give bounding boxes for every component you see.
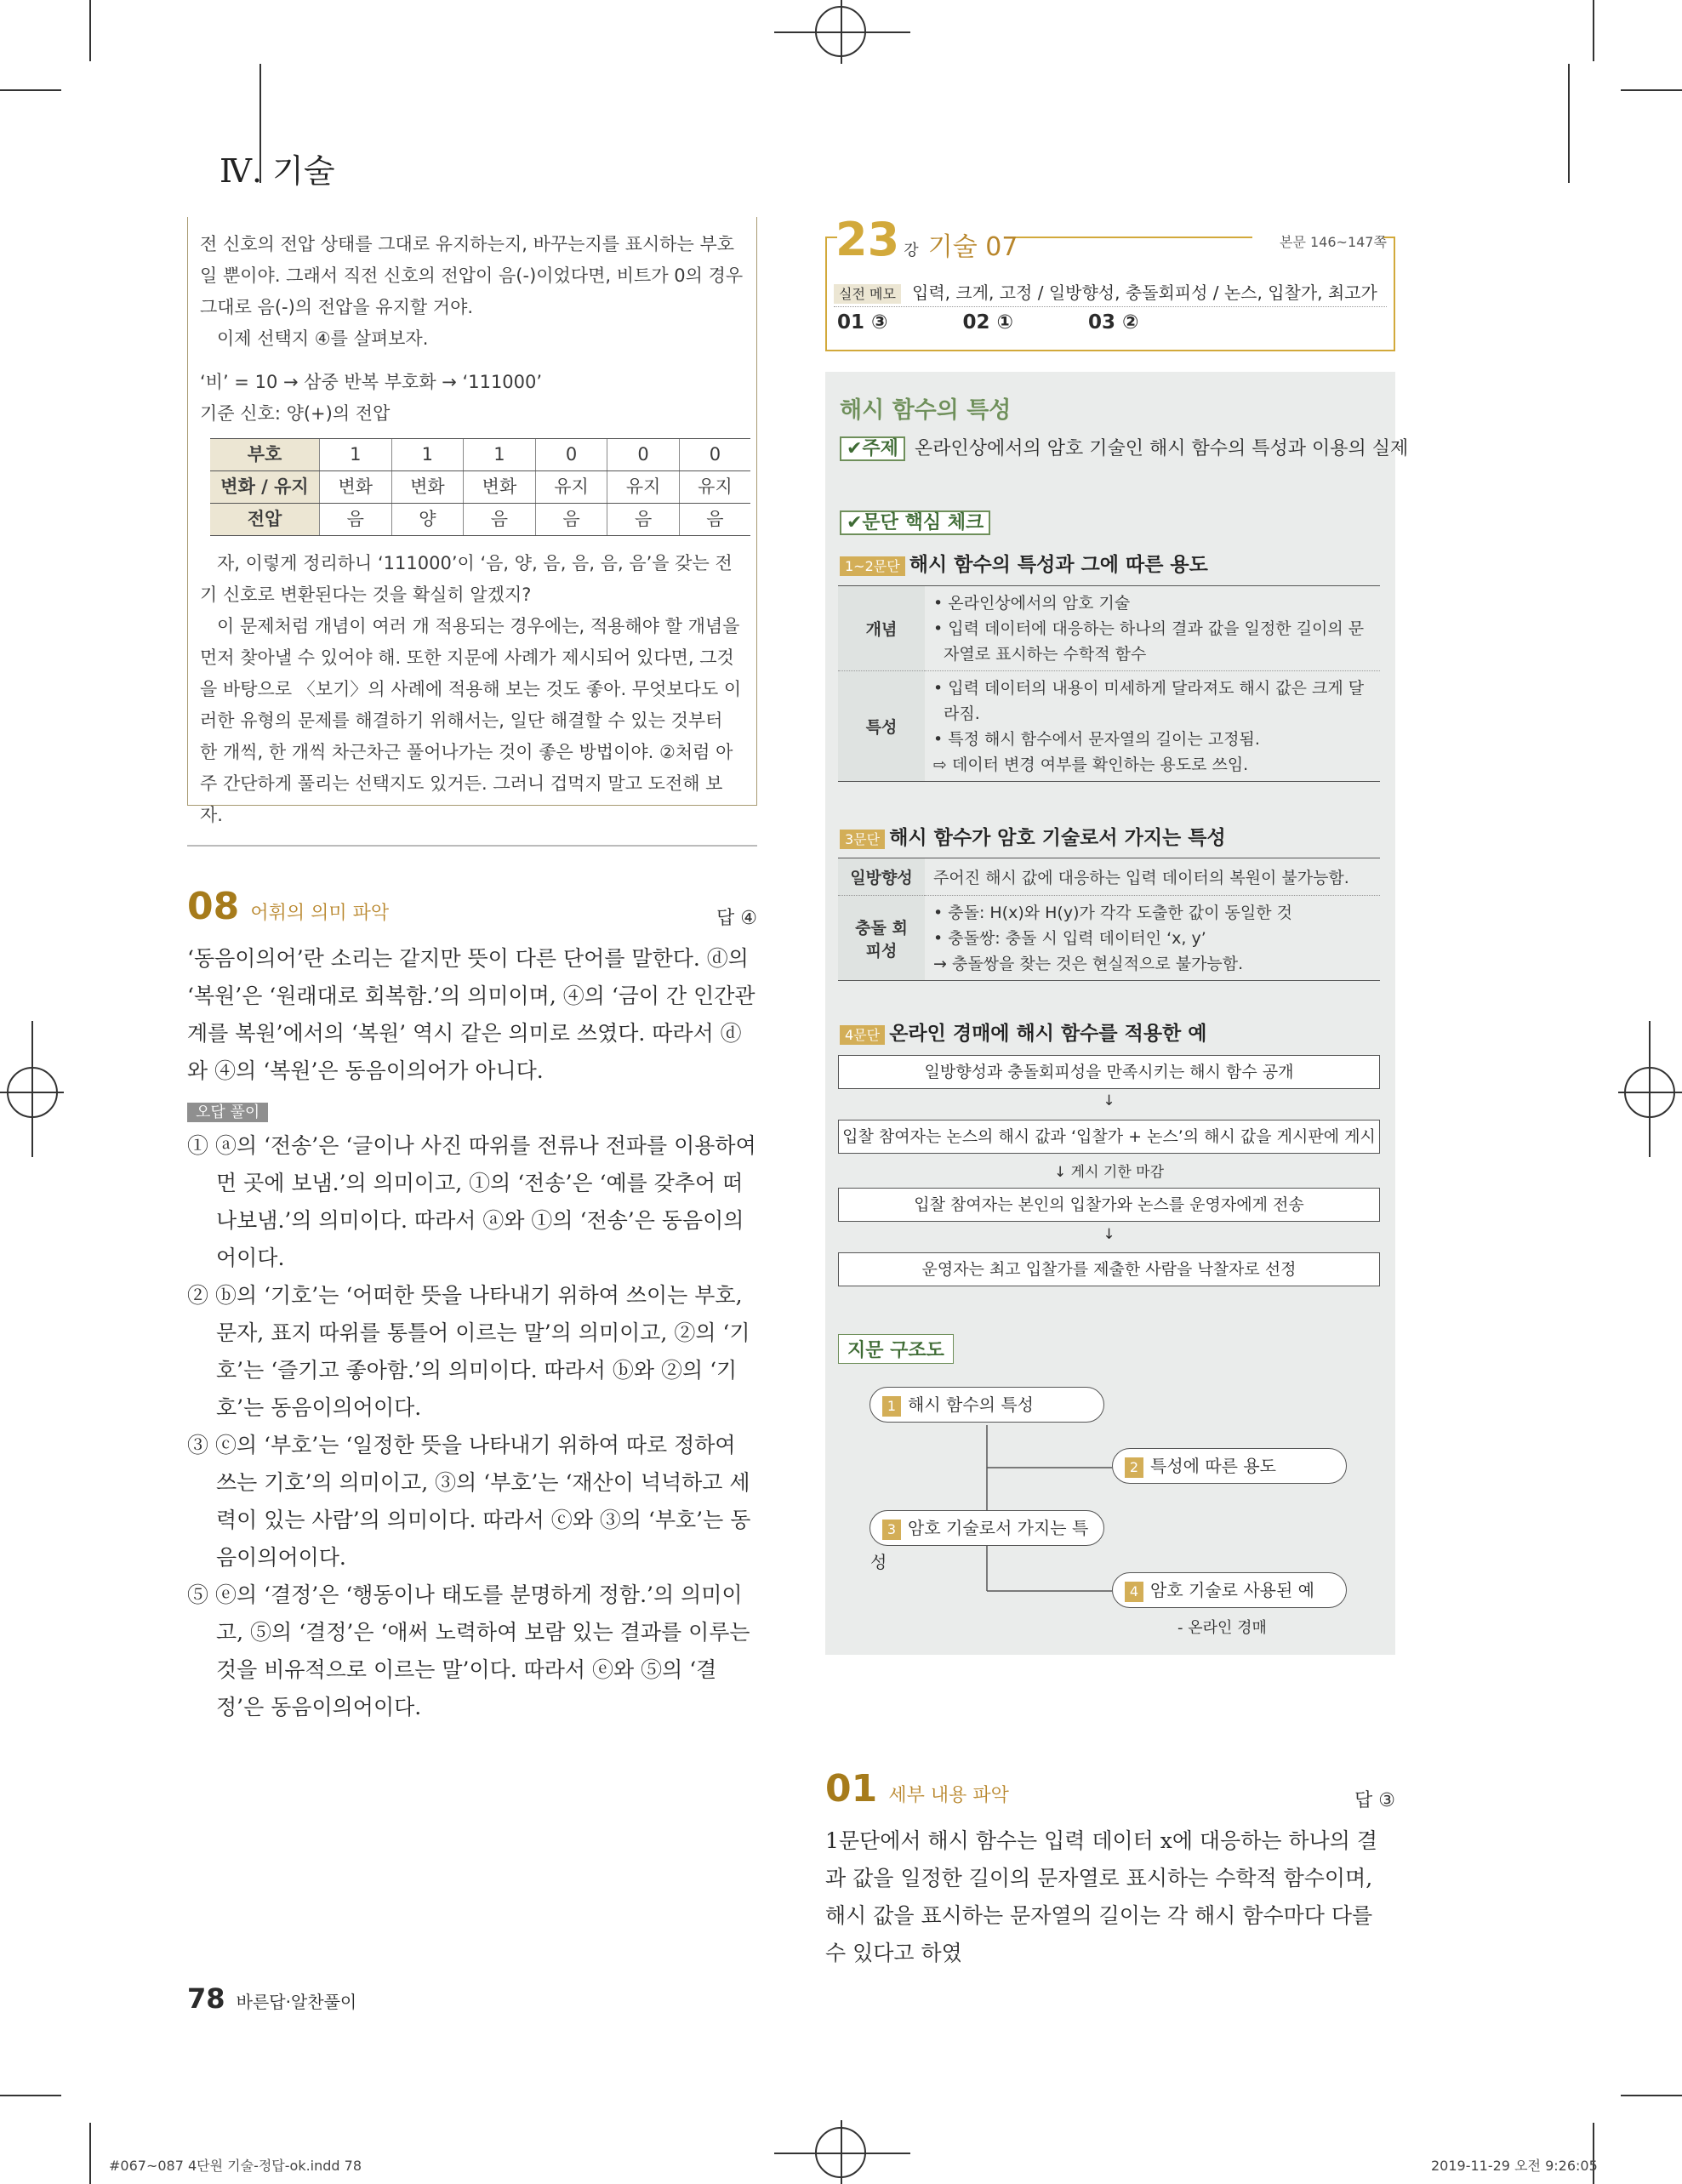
- table-cell: 변화: [320, 471, 392, 504]
- table-row: [838, 671, 1380, 782]
- crop-mark: [89, 2123, 91, 2184]
- crop-mark: [1568, 64, 1570, 183]
- paragraph-tag: 1~2문단: [840, 556, 905, 576]
- box-paragraph: 전 신호의 전압 상태를 그대로 유지하는지, 바꾸는지를 표시하는 부호일 뿐이야. 그래서 직전 신호의 전압이 음(-)이었다면, 비트가 0의 경우 그대로 음(-)의 전압을 유지할 거야.: [200, 234, 744, 317]
- row-content: • 입력 데이터의 내용이 미세하게 달라져도 해시 값은 크게 달라짐. • 특정 해시 함수에서 문자열의 길이는 고정됨. ⇨ 데이터 변경 여부를 확인하는 용도로 쓰임.: [933, 678, 1365, 774]
- registration-mark: [1624, 1067, 1675, 1118]
- question-08-header: [187, 885, 757, 936]
- lesson-suffix: 강: [904, 242, 919, 259]
- section-1-header: [840, 549, 1208, 577]
- row-label: 부호: [210, 439, 320, 471]
- property-table: [838, 858, 1380, 981]
- encoding-table: [210, 438, 750, 536]
- lesson-number: 23: [835, 213, 900, 266]
- table-cell: 음: [607, 504, 680, 536]
- structure-tag: 지문 구조도: [838, 1334, 954, 1364]
- paragraph-tag: 3문단: [840, 830, 885, 849]
- flow-step: 일방향성과 충돌회피성을 만족시키는 해시 함수 공개: [838, 1055, 1380, 1089]
- table-cell: 유지: [535, 471, 607, 504]
- divider: [187, 845, 757, 847]
- question-01-header: [825, 1767, 1395, 1818]
- list-item: ② ⓑ의 ‘기호’는 ‘어떠한 뜻을 나타내기 위하여 쓰이는 부호, 문자, 표지 따위를 통틀어 이르는 말’의 의미이고, ②의 ‘기호’는 ‘즐기고 좋아함.’의 의미이다. 따라서 ⓑ와 ②의 ‘기호’는 동음이의어이다.: [187, 1283, 750, 1420]
- question-title: 어휘의 의미 파악: [250, 903, 390, 924]
- row-content: • 충돌: H(x)와 H(y)가 각각 도출한 값이 동일한 것 • 충돌쌍: 충돌 시 입력 데이터인 ‘x, y’ → 충돌쌍을 찾는 것은 현실적으로 불가능함.: [933, 903, 1292, 973]
- box-paragraph: 이제 선택지 ④를 살펴보자.: [217, 328, 429, 349]
- list-item: ③ ⓒ의 ‘부호’는 ‘일정한 뜻을 나타내기 위하여 따로 정하여 쓰는 기호’의 의미이고, ③의 ‘부호’는 ‘재산이 넉넉하고 세력이 있는 사람’의 의미이다. 따라서 ⓒ와 ③의 ‘부호’는 동음이의어이다.: [187, 1433, 751, 1570]
- crop-mark: [0, 2095, 61, 2096]
- file-info: #067~087 4단원 기술-정답-ok.indd 78: [109, 2158, 362, 2174]
- flow-step: 입찰 참여자는 본인의 입찰가와 논스를 운영자에게 전송: [838, 1188, 1380, 1222]
- section-title: 해시 함수의 특성과 그에 따른 용도: [909, 554, 1208, 576]
- flow-arrow: ↓: [1103, 1226, 1115, 1243]
- lesson-subject: 기술 07: [927, 232, 1018, 262]
- concept-table: [838, 585, 1380, 782]
- table-cell: 0: [535, 439, 607, 471]
- crop-mark: [1593, 0, 1594, 61]
- table-cell: 음: [535, 504, 607, 536]
- table-cell: 유지: [679, 471, 750, 504]
- answer-label: 답 ③: [1354, 1790, 1395, 1811]
- paragraph-tag: 4문단: [840, 1025, 885, 1045]
- table-cell: 음: [320, 504, 392, 536]
- structure-note: - 온라인 경매: [1177, 1619, 1267, 1637]
- question-01-body: 1문단에서 해시 함수는 입력 데이터 x에 대응하는 하나의 결과 값을 일정한 길이의 문자열로 표시하는 수학적 함수이며, 해시 값을 표시하는 문자열의 길이는 각 해시 함수마다 다를 수 있다고 하였: [825, 1828, 1378, 1965]
- table-cell: 1: [464, 439, 536, 471]
- page-number: 78: [187, 1982, 225, 2015]
- theme-text: 온라인상에서의 암호 기술인 해시 함수의 특성과 이용의 실제: [915, 438, 1409, 459]
- table-row: [838, 858, 1380, 896]
- flow-step: 입찰 참여자는 논스의 해시 값과 ‘입찰가 + 논스’의 해시 값을 게시판에 게시: [838, 1120, 1380, 1154]
- row-label: 개념: [838, 586, 925, 671]
- table-cell: 유지: [607, 471, 680, 504]
- row-content: • 온라인상에서의 암호 기술 • 입력 데이터에 대응하는 하나의 결과 값을 일정한 길이의 문자열로 표시하는 수학적 함수: [933, 593, 1365, 664]
- table-row: [210, 504, 750, 536]
- row-label: 충돌 회피성: [838, 896, 925, 981]
- table-cell: 1: [320, 439, 392, 471]
- row-label: 특성: [838, 671, 925, 782]
- table-cell: 변화: [391, 471, 464, 504]
- question-number: 08: [187, 885, 240, 928]
- table-row: [838, 896, 1380, 981]
- table-row: [210, 439, 750, 471]
- section-header: Ⅳ. 기술: [220, 152, 335, 190]
- box-paragraph: 자, 이렇게 정리하니 ‘111000’이 ‘음, 양, 음, 음, 음, 음’을 갖는 전기 신호로 변환된다는 것을 확실히 알겠지?: [200, 553, 733, 605]
- answer-label: 답 ④: [716, 908, 757, 929]
- flow-arrow: ↓: [1103, 1092, 1115, 1109]
- summary-heading: 해시 함수의 특성: [840, 397, 1012, 424]
- row-label: 변화 / 유지: [210, 471, 320, 504]
- structure-node: 3 암호 기술로서 가지는 특성: [870, 1510, 1104, 1546]
- list-item: ⑤ ⓔ의 ‘결정’은 ‘행동이나 태도를 분명하게 정함.’의 의미이고, ⑤의 ‘결정’은 ‘애써 노력하여 보람 있는 결과를 이루는 것을 비유적으로 이르는 말’이다. 따라서 ⓔ와 ⑤의 ‘결정’은 동음이의어이다.: [187, 1582, 750, 1719]
- flow-step: 운영자는 최고 입찰가를 제출한 사람을 낙찰자로 선정: [838, 1252, 1380, 1286]
- memo-tag: 실전 메모: [834, 284, 901, 304]
- lesson-title: [835, 213, 1018, 266]
- answer-item: 01 ③: [837, 311, 888, 334]
- table-cell: 0: [607, 439, 680, 471]
- box-paragraph: 이 문제처럼 개념이 여러 개 적용되는 경우에는, 적용해야 할 개념을 먼저 찾아낼 수 있어야 해. 또한 지문에 사례가 제시되어 있다면, 그것을 바탕으로 〈보기〉의 사례에 적용해 보는 것도 좋아. 무엇보다도 이러한 유형의 문제를 해결하기 위해서는, 일단 해결할 수 있는 것부터 한 개씩, 한 개씩 차근차근 풀어나가는 것이 좋은 방법이야. ②처럼 아주 간단하게 풀리는 선택지도 있거든. 그러니 겁먹지 말고 도전해 보자.: [200, 616, 742, 825]
- registration-mark: [7, 1067, 58, 1118]
- wrong-answer-list: [187, 1127, 757, 1726]
- structure-node: 2 특성에 따른 용도: [1112, 1448, 1347, 1484]
- box-formula: ‘비’ = 10 → 삼중 반복 부호화 → ‘111000’: [200, 372, 543, 392]
- book-title: 바른답·알찬풀이: [236, 1992, 357, 2012]
- table-row: [210, 471, 750, 504]
- crop-mark: [1621, 89, 1682, 91]
- answer-item: 03 ②: [1088, 311, 1139, 334]
- table-row: [838, 586, 1380, 671]
- section-title: 해시 함수가 암호 기술로서 가지는 특성: [889, 827, 1226, 849]
- box-reference: 기준 신호: 양(+)의 전압: [200, 403, 391, 424]
- theme-row: [840, 434, 1408, 460]
- memo-row: [834, 279, 1387, 307]
- section-title: 온라인 경매에 해시 함수를 적용한 예: [889, 1023, 1207, 1045]
- question-08-body: ‘동음이의어’란 소리는 같지만 뜻이 다른 단어를 말한다. ⓓ의 ‘복원’은 ‘원래대로 회복함.’의 의미이며, ④의 ‘금이 간 인간관계를 복원’에서의 ‘복원’ 역시 같은 의미로 쓰였다. 따라서 ⓓ와 ④의 ‘복원’은 동음이의어가 아니다.: [187, 946, 755, 1083]
- table-cell: 변화: [464, 471, 536, 504]
- table-cell: 음: [679, 504, 750, 536]
- print-timestamp: 2019-11-29 오전 9:26:05: [1431, 2158, 1598, 2174]
- section-3-header: [840, 1018, 1207, 1046]
- crop-mark: [0, 89, 61, 91]
- explanation-box: [187, 217, 757, 825]
- question-number: 01: [825, 1767, 878, 1810]
- page-footer: [187, 1982, 356, 2015]
- row-label: 전압: [210, 504, 320, 536]
- flow-arrow: ↓ 게시 기한 마감: [1054, 1164, 1164, 1181]
- theme-tag: ✔주제: [840, 436, 905, 461]
- list-item: ① ⓐ의 ‘전송’은 ‘글이나 사진 따위를 전류나 전파를 이용하여 먼 곳에 보냄.’의 의미이고, ①의 ‘전송’은 ‘예를 갖추어 떠나보냄.’의 의미이다. 따라서 ⓐ와 ①의 ‘전송’은 동음이의어이다.: [187, 1133, 756, 1270]
- row-label: 일방향성: [838, 858, 925, 896]
- check-tag: ✔문단 핵심 체크: [840, 508, 990, 534]
- question-title: 세부 내용 파악: [888, 1785, 1009, 1806]
- table-cell: 1: [391, 439, 464, 471]
- structure-node: 4 암호 기술로 사용된 예: [1112, 1572, 1347, 1608]
- row-content: 주어진 해시 값에 대응하는 입력 데이터의 복원이 불가능함.: [933, 869, 1349, 887]
- answer-row: [837, 311, 1139, 334]
- table-cell: 0: [679, 439, 750, 471]
- memo-text: 입력, 크게, 고정 / 일방향성, 충돌회피성 / 논스, 입찰가, 최고가: [912, 282, 1377, 303]
- crop-mark: [1621, 2095, 1682, 2096]
- page-reference: 본문 146~147쪽: [1280, 234, 1387, 250]
- crop-mark: [1593, 2123, 1594, 2184]
- wrong-answer-tag: 오답 풀이: [187, 1100, 268, 1122]
- answer-item: 02 ①: [962, 311, 1014, 334]
- structure-node: 1 해시 함수의 특성: [870, 1387, 1104, 1423]
- registration-mark: [815, 6, 866, 57]
- crop-mark: [89, 0, 91, 61]
- section-2-header: [840, 822, 1226, 850]
- table-cell: 양: [391, 504, 464, 536]
- table-cell: 음: [464, 504, 536, 536]
- registration-mark: [815, 2127, 866, 2178]
